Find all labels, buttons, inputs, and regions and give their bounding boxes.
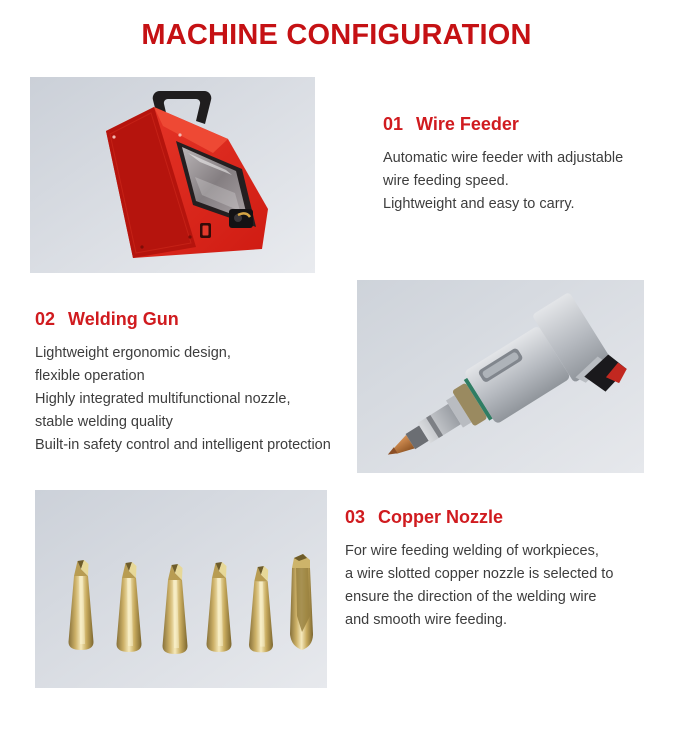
section-description — [345, 540, 613, 632]
welding-gun-illustration — [357, 280, 644, 473]
wire-feeder-photo — [30, 77, 315, 273]
copper-nozzle-illustration — [35, 490, 327, 688]
section-number: 02 — [35, 309, 56, 329]
section-number: 01 — [383, 114, 404, 134]
section-description — [35, 342, 331, 457]
description-line: Automatic wire feeder with adjustable — [383, 150, 624, 166]
description-line: flexible operation — [35, 368, 145, 384]
section-name: Welding Gun — [68, 309, 179, 329]
section-wire-feeder — [383, 112, 623, 216]
description-line: Lightweight and easy to carry. — [383, 196, 575, 212]
description-line: and smooth wire feeding. — [345, 612, 508, 628]
description-line: a wire slotted copper nozzle is selected to — [345, 566, 614, 582]
description-line: stable welding quality — [35, 414, 173, 430]
page-title: MACHINE CONFIGURATION — [141, 19, 532, 51]
section-name: Copper Nozzle — [378, 507, 504, 527]
nozzle-6 — [290, 554, 313, 650]
section-description — [383, 147, 623, 216]
section-welding-gun — [35, 307, 331, 457]
description-line: For wire feeding welding of workpieces, — [345, 543, 599, 559]
copper-nozzle-photo — [35, 490, 327, 688]
section-heading — [345, 505, 613, 529]
section-number: 03 — [345, 507, 366, 527]
section-heading — [35, 307, 331, 331]
section-heading — [383, 112, 623, 136]
wire-feeder-illustration — [30, 77, 315, 273]
description-line: Built-in safety control and intelligent protection — [35, 437, 331, 453]
section-name: Wire Feeder — [416, 114, 519, 134]
description-line: Lightweight ergonomic design, — [35, 345, 231, 361]
section-copper-nozzle — [345, 505, 613, 632]
description-line: Highly integrated multifunctional nozzle, — [35, 391, 291, 407]
description-line: wire feeding speed. — [383, 173, 509, 189]
description-line: ensure the direction of the welding wire — [345, 589, 597, 605]
welding-gun-photo — [357, 280, 644, 473]
